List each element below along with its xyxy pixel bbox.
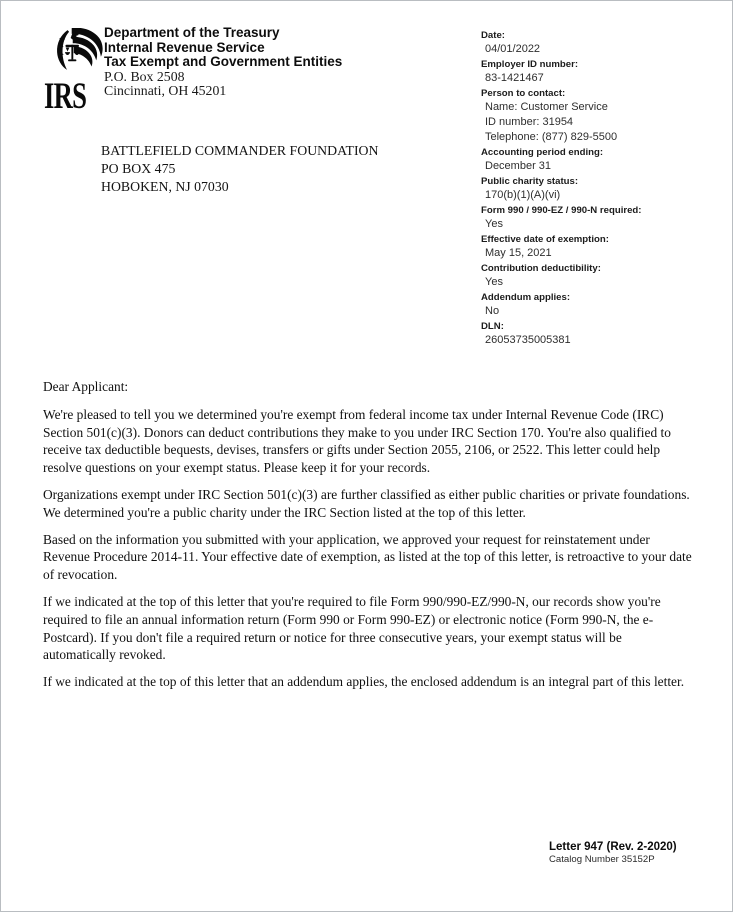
recipient-city: HOBOKEN, NJ 07030 <box>101 179 229 194</box>
info-field-value: No <box>485 305 500 317</box>
info-field-date <box>481 29 726 57</box>
sender-address-line: Cincinnati, OH 45201 <box>104 83 227 99</box>
letter-body <box>43 378 695 700</box>
catalog-number: Catalog Number 35152P <box>549 854 655 865</box>
body-paragraph: If we indicated at the top of this letter that you're required to file Form 990/990-EZ/990-N, our records show you're required to file an annual information return (Form 990 or Form 990-EZ) or electronic notice (Form 990-N, the e-Postcard). If you don't file a required return or notice for three consecutive years, your exempt status will be automatically revoked. <box>43 593 661 663</box>
info-field-value: 04/01/2022 <box>485 43 541 55</box>
info-field-dln <box>481 320 726 348</box>
info-field-label: Accounting period ending: <box>481 147 604 158</box>
letter-id: Letter 947 (Rev. 2-2020) <box>549 841 677 853</box>
agency-line: Tax Exempt and Government Entities <box>104 54 343 70</box>
info-field-contribution-deductibility <box>481 262 726 290</box>
info-field-effective-date <box>481 233 726 261</box>
info-field-value: ID number: 31954 <box>485 116 574 128</box>
info-field-value: Telephone: (877) 829-5500 <box>485 131 618 143</box>
info-field-form-990-required <box>481 204 726 232</box>
info-field-value: 83-1421467 <box>485 72 544 84</box>
salutation: Dear Applicant: <box>43 379 129 394</box>
body-paragraph: Organizations exempt under IRC Section 501(c)(3) are further classified as either public charities or private foundations. We determined you're a public charity under the IRC Section listed at the top of this letter. <box>43 486 690 520</box>
recipient-address <box>101 142 378 196</box>
info-field-label: Contribution deductibility: <box>481 263 601 274</box>
info-field-value: May 15, 2021 <box>485 247 552 259</box>
info-field-employer-id <box>481 58 726 86</box>
irs-eagle-emblem-icon <box>55 28 103 77</box>
info-field-value: 26053735005381 <box>485 334 571 346</box>
recipient-street: PO BOX 475 <box>101 161 176 176</box>
irs-wordmark: IRS <box>44 76 87 117</box>
info-field-value: 170(b)(1)(A)(vi) <box>485 189 561 201</box>
info-field-label: DLN: <box>481 321 504 332</box>
sender-address-line: P.O. Box 2508 <box>104 68 185 84</box>
letterhead <box>104 26 342 99</box>
info-field-label: Effective date of exemption: <box>481 234 609 245</box>
info-field-public-charity-status <box>481 175 726 203</box>
info-field-label: Addendum applies: <box>481 292 571 303</box>
info-field-label: Public charity status: <box>481 176 579 187</box>
info-field-person-to-contact <box>481 87 726 145</box>
body-paragraph: We're pleased to tell you we determined you're exempt from federal income tax under Internal Revenue Code (IRC) Section 501(c)(3). Donors can deduct contributions they make to you under IRC Section 170. You're also qualified to receive tax deductible bequests, devises, transfers or gifts under Section 2055, 2106, or 2522. This letter could help resolve questions on your exempt status. Please keep it for your records. <box>43 406 671 476</box>
agency-line: Department of the Treasury <box>104 25 280 40</box>
info-panel <box>481 29 726 349</box>
info-field-value: Yes <box>485 276 503 288</box>
info-field-value: December 31 <box>485 160 552 172</box>
info-field-label: Person to contact: <box>481 88 566 99</box>
info-field-label: Date: <box>481 30 505 41</box>
info-field-value: Name: Customer Service <box>485 101 608 113</box>
body-paragraph: If we indicated at the top of this letter that an addendum applies, the enclosed addendum is an integral part of this letter. <box>43 674 685 690</box>
recipient-name: BATTLEFIELD COMMANDER FOUNDATION <box>101 143 379 158</box>
irs-logo <box>44 26 110 117</box>
info-field-addendum-applies <box>481 291 726 319</box>
info-field-label: Form 990 / 990-EZ / 990-N required: <box>481 205 642 216</box>
body-paragraph: Based on the information you submitted with your application, we approved your request for reinstatement under Revenue Procedure 2014-11. Your effective date of exemption, as listed at the top of this letter, is retroactive to your date of revocation. <box>43 531 692 583</box>
info-field-accounting-period <box>481 146 726 174</box>
info-field-value: Yes <box>485 218 503 230</box>
info-field-label: Employer ID number: <box>481 59 579 70</box>
letter-footer <box>549 840 677 866</box>
agency-line: Internal Revenue Service <box>104 39 265 55</box>
